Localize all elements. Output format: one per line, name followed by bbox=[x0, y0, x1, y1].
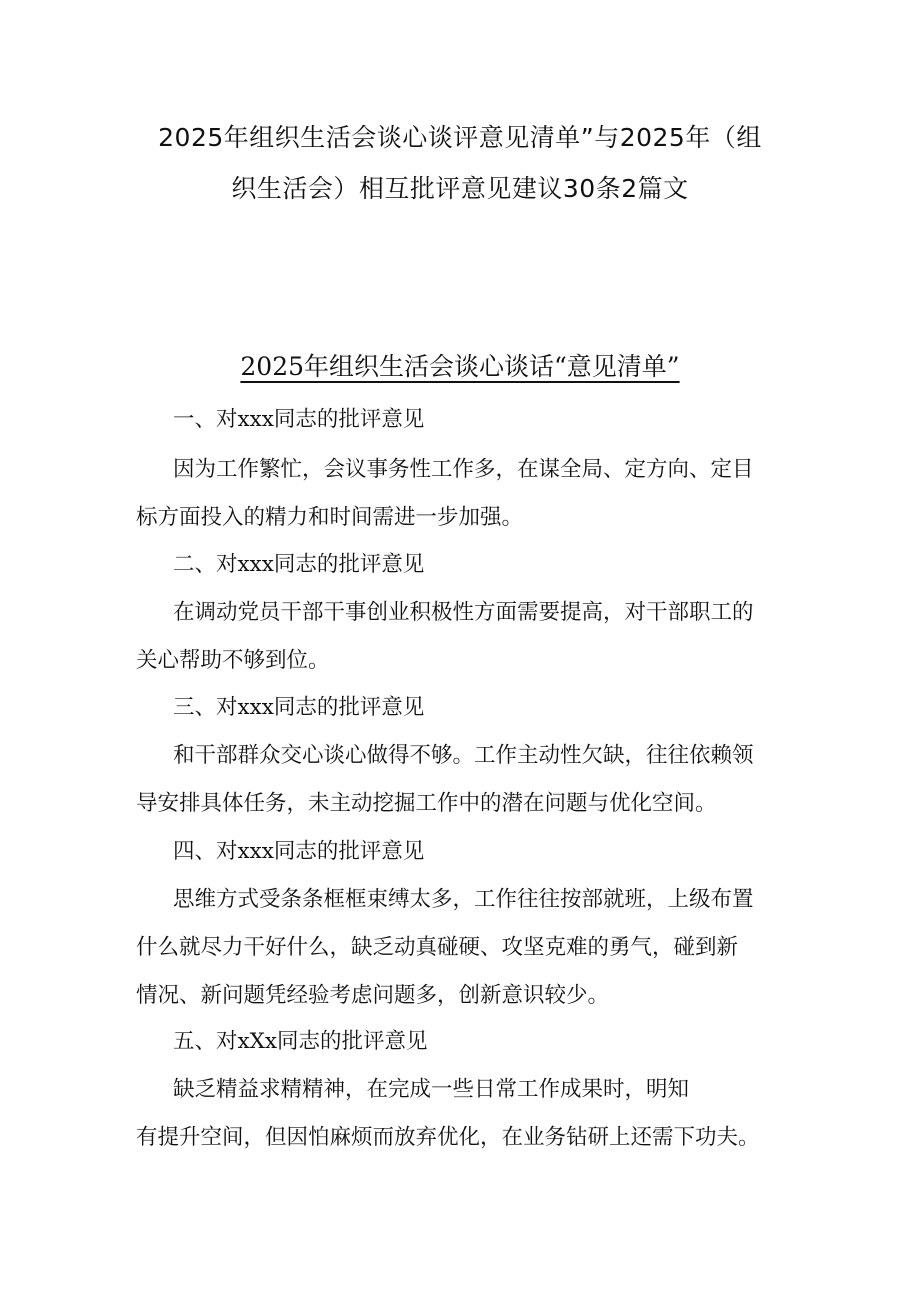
section-title-text: 2025年组织生活会谈心谈话“意见清单” bbox=[240, 352, 680, 381]
document-title bbox=[110, 112, 810, 214]
item-body-line: 有提升空间，但因怕麻烦而放弃优化，在业务钻研上还需下功夫。 bbox=[136, 1125, 760, 1150]
item-body-line: 关心帮助不够到位。 bbox=[136, 648, 330, 673]
section-title bbox=[160, 347, 760, 387]
item-body-line: 标方面投入的精力和时间需进一步加强。 bbox=[136, 505, 524, 530]
item-4-body bbox=[136, 876, 796, 1020]
item-body-line: 情况、新问题凭经验考虑问题多，创新意识较少。 bbox=[136, 983, 610, 1008]
item-body-line: 在调动党员干部干事创业积极性方面需要提高，对干部职工的 bbox=[173, 600, 754, 625]
item-body-line: 和干部群众交心谈心做得不够。工作主动性欠缺，往往依赖领 bbox=[173, 743, 754, 768]
item-body-line: 因为工作繁忙，会议事务性工作多，在谋全局、定方向、定目 bbox=[173, 457, 754, 482]
item-body-line: 思维方式受条条框框束缚太多，工作往往按部就班，上级布置 bbox=[173, 887, 754, 912]
document-title-line-1: 2025年组织生活会谈心谈评意见清单”与2025年（组 bbox=[158, 123, 762, 152]
item-3-heading bbox=[136, 684, 796, 732]
item-heading-text: 三、对xxx同志的批评意见 bbox=[173, 695, 425, 720]
item-3-body bbox=[136, 732, 796, 828]
item-body-line: 缺乏精益求精精神，在完成一些日常工作成果时，明知 bbox=[173, 1077, 690, 1102]
item-heading-text: 四、对xxx同志的批评意见 bbox=[173, 839, 425, 864]
item-heading-text: 二、对xxx同志的批评意见 bbox=[173, 552, 425, 577]
item-1-body bbox=[136, 446, 796, 542]
item-4-heading bbox=[136, 828, 796, 876]
document-title-line-2: 织生活会）相互批评意见建议30条2篇文 bbox=[231, 174, 689, 203]
item-1-heading bbox=[136, 396, 796, 444]
item-heading-text: 五、对xXx同志的批评意见 bbox=[173, 1029, 428, 1054]
item-heading-text: 一、对xxx同志的批评意见 bbox=[173, 407, 425, 432]
item-body-line: 什么就尽力干好什么，缺乏动真碰硬、攻坚克难的勇气，碰到新 bbox=[136, 935, 739, 960]
item-5-heading bbox=[136, 1018, 796, 1066]
item-5-body bbox=[136, 1066, 796, 1162]
item-body-line: 导安排具体任务，未主动挖掘工作中的潜在问题与优化空间。 bbox=[136, 791, 717, 816]
item-2-body bbox=[136, 589, 796, 685]
item-2-heading bbox=[136, 541, 796, 589]
